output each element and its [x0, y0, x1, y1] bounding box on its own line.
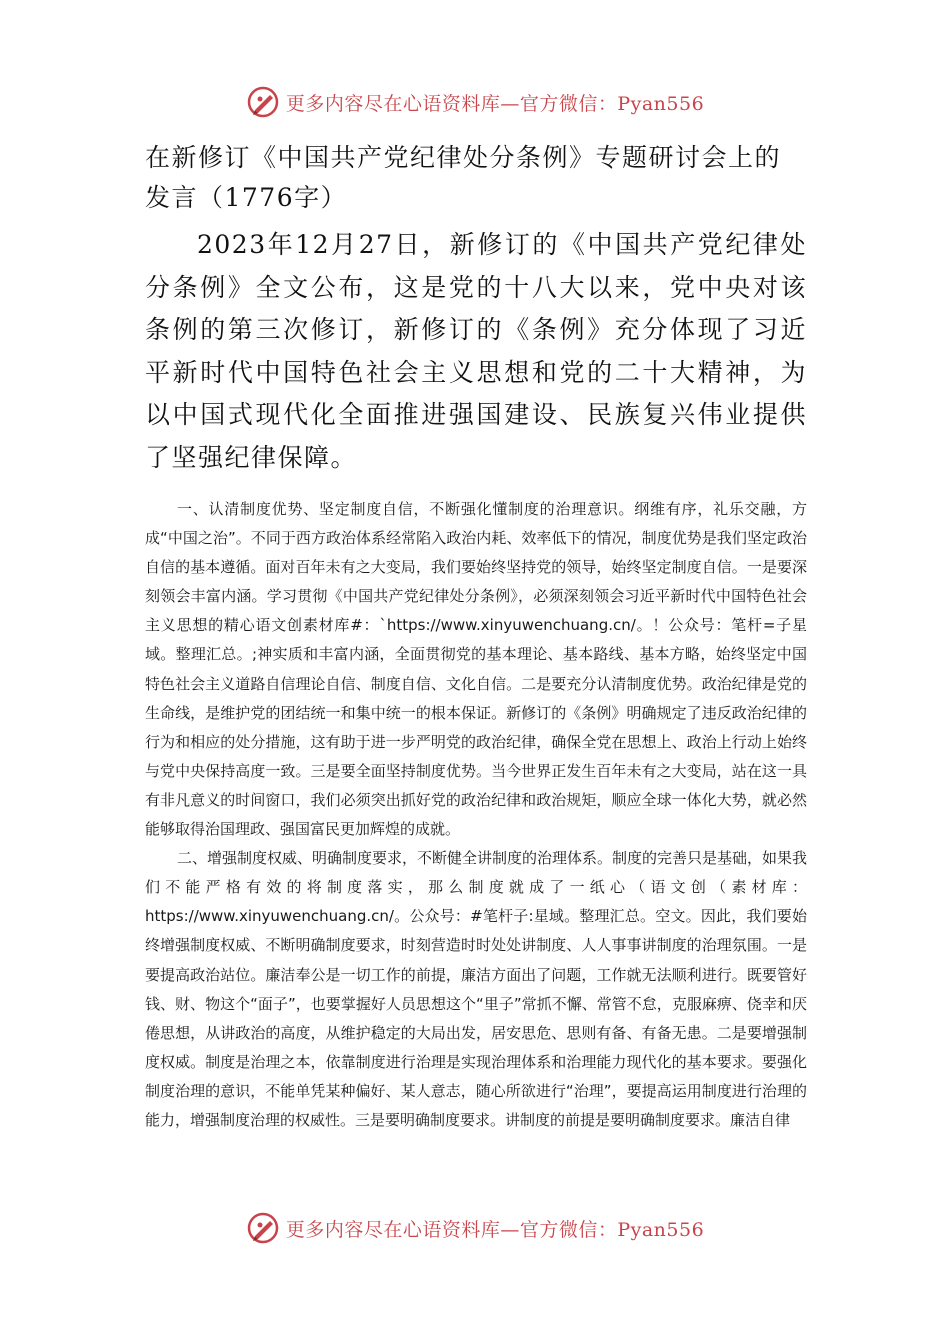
- watermark-text: 更多内容尽在心语资料库—官方微信：Pyan556: [285, 92, 705, 115]
- pen-seal-icon: [246, 1211, 280, 1245]
- watermark-banner-bottom: [0, 1208, 950, 1248]
- pen-seal-icon: [246, 85, 280, 119]
- document-body: [145, 138, 807, 1135]
- document-title: 在新修订《中国共产党纪律处分条例》专题研讨会上的发言（1776字）: [145, 143, 782, 212]
- watermark-banner-top: [0, 82, 950, 122]
- body-paragraph-1: 一、认清制度优势、坚定制度自信，不断强化懂制度的治理意识。纲维有序，礼乐交融，方成“中国之治”。不同于西方政治体系经常陷入政治内耗、效率低下的情况，制度优势是我们坚定政治自信的基本遵循。面对百年未有之大变局，我们要始终坚持党的领导，始终坚定制度自信。一是要深刻领会丰富内涵。学习贯彻《中国共产党纪律处分条例》，必须深刻领会习近平新时代中国特色社会主义思想的精心语文创素材库#：`https://www.xinyuwenchuang.cn/。！公众号：笔杆=子星域。整理汇总。;神实质和丰富内涵，全面贯彻党的基本理论、基本路线、基本方略，始终坚定中国特色社会主义道路自信理论自信、制度自信、文化自信。二是要充分认清制度优势。政治纪律是党的生命线，是维护党的团结统一和集中统一的根本保证。新修订的《条例》明确规定了违反政治纪律的行为和相应的处分措施，这有助于进一步严明党的政治纪律，确保全党在思想上、政治上行动上始终与党中央保持高度一致。三是要全面坚持制度优势。当今世界正发生百年未有之大变局，站在这一具有非凡意义的时间窗口，我们必须突出抓好党的政治纪律和政治规矩，顺应全球一体化大势，就必然能够取得治国理政、强国富民更加辉煌的成就。: [145, 500, 807, 839]
- watermark-text: 更多内容尽在心语资料库—官方微信：Pyan556: [285, 1218, 705, 1241]
- lead-paragraph: 2023年12月27日，新修订的《中国共产党纪律处分条例》全文公布，这是党的十八大以来，党中央对该条例的第三次修订，新修订的《条例》充分体现了习近平新时代中国特色社会主义思想和党的二十大精神，为以中国式现代化全面推进强国建设、民族复兴伟业提供了坚强纪律保障。: [145, 230, 807, 472]
- body-paragraph-2: 二、增强制度权威、明确制度要求，不断健全讲制度的治理体系。制度的完善只是基础，如果我们不能严格有效的将制度落实，那么制度就成了一纸心（语文创（素材库：https://www.xinyuwenchuang.cn/。公众号：#笔杆子:星域。整理汇总。空文。因此，我们要始终增强制度权威、不断明确制度要求，时刻营造时时处处讲制度、人人事事讲制度的治理氛围。一是要提高政治站位。廉洁奉公是一切工作的前提，廉洁方面出了问题，工作就无法顺利进行。既要管好钱、财、物这个“面子”，也要掌握好人员思想这个“里子”常抓不懈、常管不怠，克服麻痹、侥幸和厌倦思想，从讲政治的高度，从维护稳定的大局出发，居安思危、思则有备、有备无患。二是要增强制度权威。制度是治理之本，依靠制度进行治理是实现治理体系和治理能力现代化的基本要求。要强化制度治理的意识，不能单凭某种偏好、某人意志，随心所欲进行“治理”，要提高运用制度进行治理的能力，增强制度治理的权威性。三是要明确制度要求。讲制度的前提是要明确制度要求。廉洁自律: [145, 849, 808, 1129]
